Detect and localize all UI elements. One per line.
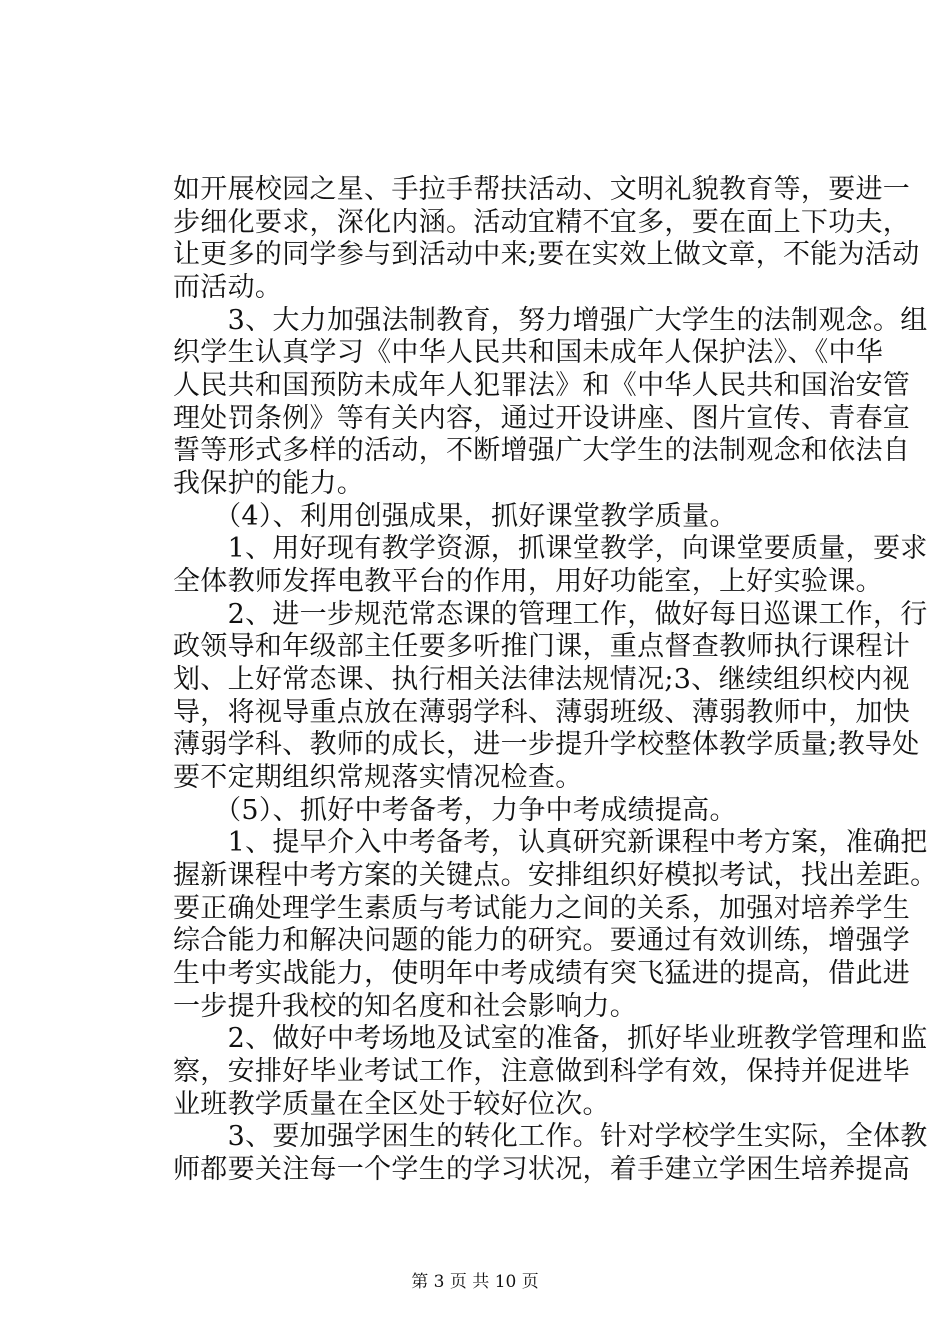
text-line: 要不定期组织常规落实情况检查。 bbox=[173, 762, 583, 793]
text-line: 业班教学质量在全区处于较好位次。 bbox=[173, 1089, 610, 1120]
text-line: 3、要加强学困生的转化工作。针对学校学生实际，全体教 bbox=[173, 1121, 928, 1152]
text-line: 理处罚条例》等有关内容，通过开设讲座、图片宣传、青春宣 bbox=[173, 403, 911, 434]
text-line: 如开展校园之星、手拉手帮扶活动、文明礼貌教育等，要进一 bbox=[173, 174, 911, 205]
text-line: 全体教师发挥电教平台的作用，用好功能室，上好实验课。 bbox=[173, 566, 883, 597]
text-line: 政领导和年级部主任要多听推门课，重点督查教师执行课程计 bbox=[173, 631, 911, 662]
text-line: 我保护的能力。 bbox=[173, 468, 365, 499]
text-line: 薄弱学科、教师的成长，进一步提升学校整体教学质量;教导处 bbox=[173, 729, 920, 760]
text-line: 握新课程中考方案的关键点。安排组织好模拟考试，找出差距。 bbox=[173, 860, 938, 891]
text-line: 1、用好现有教学资源，抓课堂教学，向课堂要质量，要求 bbox=[173, 533, 928, 564]
text-line: 人民共和国预防未成年人犯罪法》和《中华人民共和国治安管 bbox=[173, 370, 911, 401]
text-line: 而活动。 bbox=[173, 272, 283, 303]
text-line: 2、进一步规范常态课的管理工作，做好每日巡课工作，行 bbox=[173, 599, 928, 630]
text-line: 织学生认真学习《中华人民共和国未成年人保护法》、《中华 bbox=[173, 337, 884, 368]
text-line: 3、大力加强法制教育，努力增强广大学生的法制观念。组 bbox=[173, 305, 928, 336]
text-line: 2、做好中考场地及试室的准备，抓好毕业班教学管理和监 bbox=[173, 1023, 928, 1054]
text-line: 一步提升我校的知名度和社会影响力。 bbox=[173, 991, 638, 1022]
text-line: 划、上好常态课、执行相关法律法规情况;3、继续组织校内视 bbox=[173, 664, 910, 695]
text-line: 要正确处理学生素质与考试能力之间的关系，加强对培养学生 bbox=[173, 893, 911, 924]
text-line: 察，安排好毕业考试工作，注意做到科学有效，保持并促进毕 bbox=[173, 1056, 911, 1087]
text-line: 导，将视导重点放在薄弱学科、薄弱班级、薄弱教师中，加快 bbox=[173, 697, 911, 728]
page-footer: 第 3 页 共 10 页 bbox=[411, 1272, 539, 1292]
text-line: 誓等形式多样的活动，不断增强广大学生的法制观念和依法自 bbox=[173, 435, 911, 466]
text-line: 师都要关注每一个学生的学习状况，着手建立学困生培养提高 bbox=[173, 1154, 911, 1185]
text-line: （5）、抓好中考备考，力争中考成绩提高。 bbox=[173, 795, 737, 826]
text-line: 步细化要求，深化内涵。活动宜精不宜多，要在面上下功夫， bbox=[173, 207, 911, 238]
text-line: 综合能力和解决问题的能力的研究。要通过有效训练，增强学 bbox=[173, 925, 911, 956]
text-line: 1、提早介入中考备考，认真研究新课程中考方案，准确把 bbox=[173, 827, 928, 858]
text-line: 生中考实战能力，使明年中考成绩有突飞猛进的提高，借此进 bbox=[173, 958, 911, 989]
text-line: （4）、利用创强成果，抓好课堂教学质量。 bbox=[173, 501, 737, 532]
text-line: 让更多的同学参与到活动中来;要在实效上做文章，不能为活动 bbox=[173, 239, 920, 270]
